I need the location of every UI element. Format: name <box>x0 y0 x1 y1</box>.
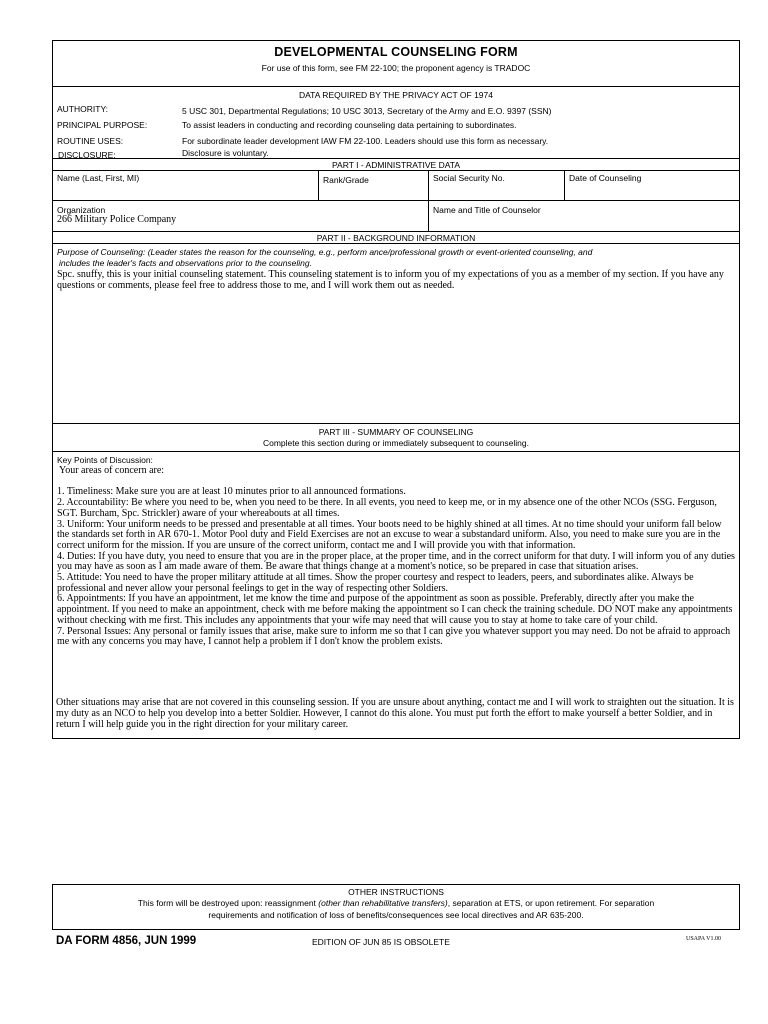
other-instructions-line-2: requirements and notification of loss of benefits/consequences see local directives and AR 635-200. <box>208 910 584 920</box>
summary-section[interactable] <box>53 452 739 738</box>
concern-item: 7. Personal Issues: Any personal or family issues that arise, make sure to inform me so that I can give you whatever support you may need. Do not be afraid to approach me with any concerns you may have, I cannot help a problem if I don't know the problem exists. <box>57 625 731 648</box>
counseling-form <box>52 40 740 739</box>
part1-row-2 <box>53 201 739 232</box>
purpose-instruction-2: includes the leader's facts and observations prior to the counseling. <box>59 258 312 268</box>
oi-text-a: This form will be destroyed upon: reassignment <box>137 898 319 908</box>
purpose-instruction-1: Purpose of Counseling: (Leader states the reason for the counseling, e.g., perform ance/professional growth or event-oriented counseling, and <box>57 247 593 257</box>
name-cell[interactable] <box>53 171 319 200</box>
disclosure-label: DISCLOSURE: <box>58 150 116 160</box>
part3-header <box>53 424 739 452</box>
background-section[interactable] <box>53 244 739 424</box>
part1-heading: PART I - ADMINISTRATIVE DATA <box>53 159 739 171</box>
key-points-label: Key Points of Discussion: <box>57 455 153 465</box>
ssn-cell[interactable] <box>429 171 565 200</box>
concern-item: 1. Timeliness: Make sure you are at least 10 minutes prior to all announced formations. <box>57 486 406 498</box>
oi-text-italic: (other than rehabilitative transfers) <box>318 898 448 908</box>
routine-uses-value: For subordinate leader development IAW FM 22-100. Leaders should use this form as necessary. <box>182 136 549 146</box>
authority-value: 5 USC 301, Departmental Regulations; 10 USC 3013, Secretary of the Army and E.O. 9397 (SSN) <box>182 106 552 116</box>
principal-purpose-label: PRINCIPAL PURPOSE: <box>57 120 148 130</box>
ssn-label: Social Security No. <box>433 173 505 183</box>
organization-field[interactable]: 266 Military Police Company <box>57 214 177 225</box>
form-title: DEVELOPMENTAL COUNSELING FORM <box>274 45 518 59</box>
oi-text-b: , separation at ETS, or upon retirement. For separation <box>447 898 655 908</box>
privacy-act-section <box>53 87 739 159</box>
organization-label: Organization <box>57 205 106 215</box>
authority-label: AUTHORITY: <box>57 104 109 114</box>
closing-paragraph: Other situations may arise that are not covered in this counseling session. If you are unsure about anything, contact me and I will work to straighten out the situation. It is my duty as an NCO to help you develop into a better Soldier. However, I cannot do this alone. You must put forth the effort to make yourself a better Soldier, and in return I will help guide you in the right direction for your military career. <box>56 697 734 730</box>
part2-heading: PART II - BACKGROUND INFORMATION <box>53 232 739 244</box>
other-instructions-box <box>52 884 740 930</box>
disclosure-value: Disclosure is voluntary. <box>182 148 269 158</box>
name-label: Name (Last, First, MI) <box>57 173 140 183</box>
form-number: DA FORM 4856, JUN 1999 <box>56 935 197 947</box>
rank-label: Rank/Grade <box>323 175 369 185</box>
part3-subheading: Complete this section during or immediately subsequent to counseling. <box>262 438 529 448</box>
concern-item: 6. Appointments: If you have an appointment, let me know the time and purpose of the appointment as soon as possible. Preferably, directly after you make the appointment. If you need to make an appointment, check with me before making the appointment so I can check the training schedule. DO NOT make any appointments without checking with me first. This includes any appointments that your wife may need that will cause you to stay at home to take care of your child. <box>57 593 733 626</box>
counselor-label: Name and Title of Counselor <box>433 205 541 215</box>
privacy-act-heading: DATA REQUIRED BY THE PRIVACY ACT OF 1974 <box>299 90 493 100</box>
date-cell[interactable] <box>565 171 739 200</box>
concern-item: 4. Duties: If you have duty, you need to ensure that you are in the proper place, at the proper time, and in the correct uniform for that duty. I will inform you of any duties you may have as soon as I am made aware of them. Be aware that things change at a moment's notice, so be prepared in case that situation arises. <box>57 550 735 573</box>
principal-purpose-value: To assist leaders in conducting and recording counseling data pertaining to subordinates. <box>182 120 517 130</box>
concern-item: 3. Uniform: Your uniform needs to be pressed and presentable at all times. Your boots need to be highly shined at all times. At no time should your uniform fall below the standards set forth in AR 670-1. Motor Pool duty and Field Exercises are not an excuse to wear a substandard uniform. Also, you need to make sure you are in the correct uniform for the mission. If you are unsure of the correct uniform, contact me and I will provide you with that information. <box>57 518 722 551</box>
closing-paragraph-area <box>56 698 736 731</box>
part3-heading: PART III - SUMMARY OF COUNSELING <box>318 427 474 437</box>
background-statement[interactable]: Spc. snuffy, this is your initial counseling statement. This counseling statement is to inform you of my expectations of you as a member of my section. If you have any questions or comments, please feel free to address those to me, and I will work them out as needed. <box>57 269 724 292</box>
concern-item: 2. Accountability: Be where you need to be, when you need to be there. In all events, you need to keep me, or in my absence one of the other NCOs (SSG. Ferguson, SGT. Burcham, Spc. Strickler) aware of your whereabouts at all times. <box>57 497 717 519</box>
edition-note: EDITION OF JUN 85 IS OBSOLETE <box>312 937 450 947</box>
part1-row-1 <box>53 171 739 201</box>
areas-of-concern-intro: Your areas of concern are: <box>59 465 165 476</box>
organization-cell[interactable] <box>53 201 429 231</box>
rank-cell[interactable] <box>319 171 429 200</box>
other-instructions-heading: OTHER INSTRUCTIONS <box>348 887 444 897</box>
usapa-version: USAPA V1.00 <box>686 936 722 942</box>
form-subtitle: For use of this form, see FM 22-100; the proponent agency is TRADOC <box>261 63 531 73</box>
form-header <box>53 41 739 87</box>
routine-uses-label: ROUTINE USES: <box>57 136 124 146</box>
date-label: Date of Counseling <box>569 173 642 183</box>
counselor-cell[interactable] <box>429 201 739 231</box>
other-instructions-line-1 <box>53 897 739 909</box>
concern-item: 5. Attitude: You need to have the proper military attitude at all times. Show the proper courtesy and respect to leaders, peers, and subordinates alike. Always be professional and never allow your personal feelings to get in the way of respecting other Soldiers. <box>57 572 694 594</box>
